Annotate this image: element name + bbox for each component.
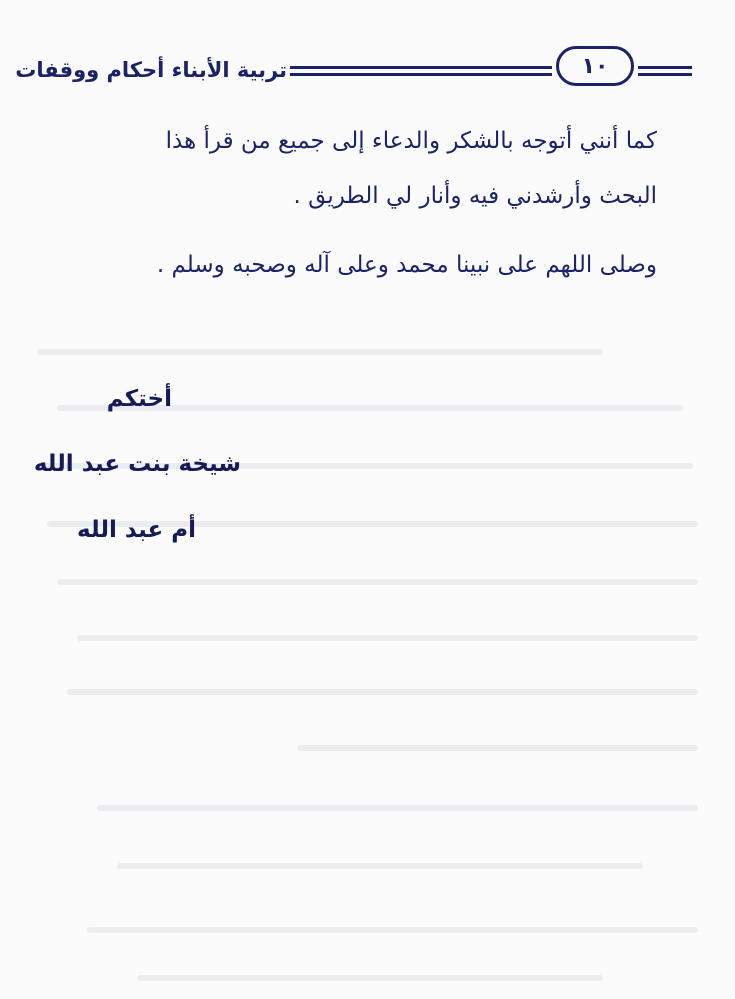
- paragraph-1-line-1: كما أنني أتوجه بالشكر والدعاء إلى جميع من قرأ هذا: [165, 128, 657, 154]
- paragraph-2: وصلى اللهم على نبينا محمد وعلى آله وصحبه وسلم .: [156, 252, 657, 278]
- header-rule-right-top: [638, 66, 692, 69]
- header-rule-left-bottom: [290, 73, 552, 76]
- running-header: [0, 36, 735, 106]
- header-rule-right-bottom: [638, 73, 692, 76]
- page-number-badge: ١٠: [556, 46, 634, 86]
- header-rule-left-top: [290, 66, 552, 69]
- signature-name: شيخة بنت عبد الله: [33, 451, 241, 477]
- signature-closing: أختكم: [106, 386, 172, 412]
- book-title: تربية الأبناء أحكام ووقفات: [15, 58, 287, 82]
- signature-kunya: أم عبد الله: [77, 517, 196, 543]
- paragraph-1-line-2: البحث وأرشدني فيه وأنار لي الطريق .: [293, 183, 657, 209]
